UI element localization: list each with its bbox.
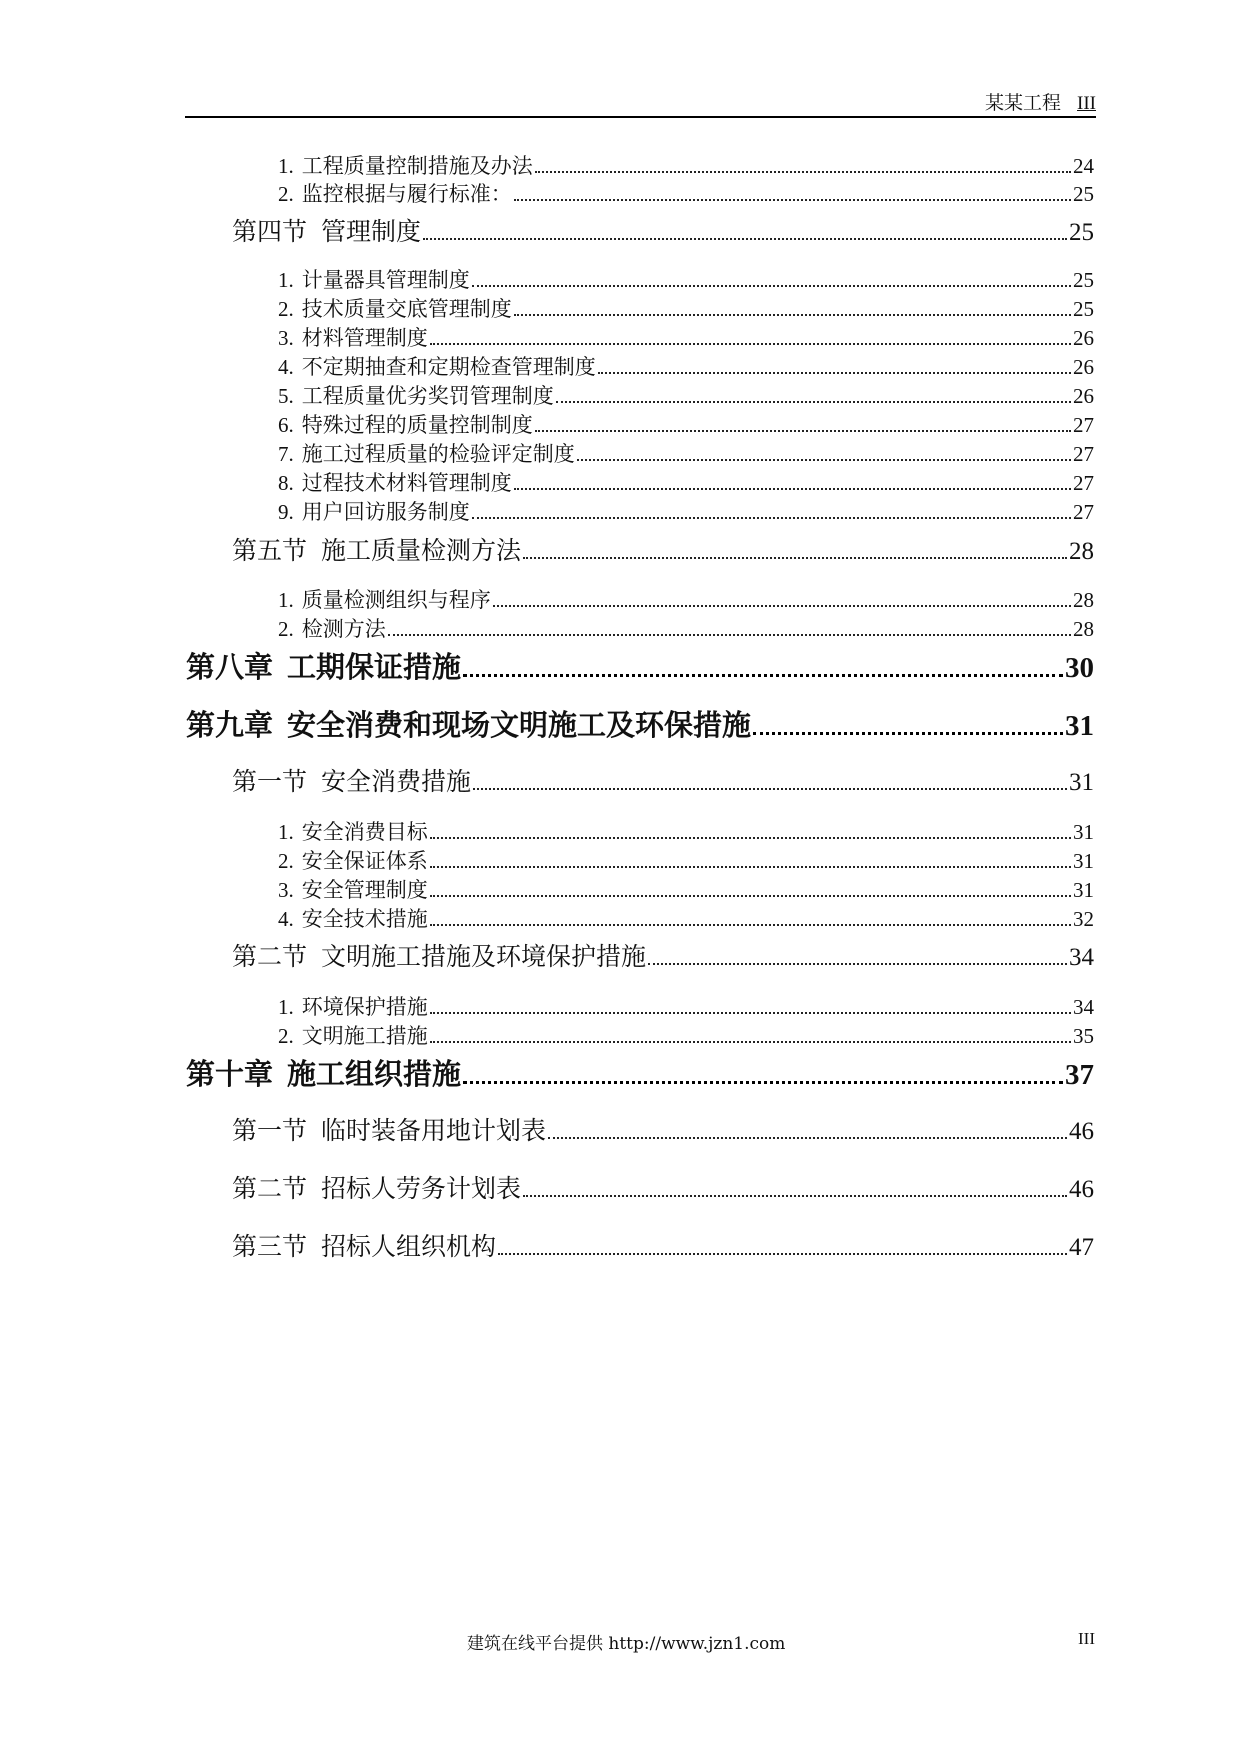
dot-leader: [430, 1012, 1071, 1014]
toc-entry-title: 施工组织措施: [287, 1057, 462, 1091]
dot-leader: [514, 199, 1071, 201]
toc-entry: [232, 762, 1094, 796]
dot-leader: [430, 1041, 1071, 1043]
dot-leader: [472, 285, 1071, 287]
toc-entry-number: 3.: [278, 326, 294, 350]
toc-entry-title: 施工质量检测方法: [321, 536, 522, 565]
toc-entry-number: 2.: [278, 297, 294, 321]
toc-entry-page: 31: [1073, 820, 1094, 844]
toc-entry-page: 47: [1069, 1234, 1094, 1261]
toc-entry-title: 不定期抽查和定期检查管理制度: [301, 355, 596, 379]
footer-page-number: III: [1078, 1629, 1095, 1648]
dot-leader: [430, 837, 1071, 839]
toc-entry-title: 特殊过程的质量控制制度: [301, 413, 533, 437]
dot-leader: [556, 401, 1071, 403]
dot-leader: [535, 430, 1071, 432]
toc-entry-number: 4.: [278, 355, 294, 379]
toc-entry-page: 28: [1073, 617, 1094, 641]
dot-leader: [430, 866, 1071, 868]
toc-entry: [278, 409, 1094, 437]
toc-entry-page: 27: [1073, 471, 1094, 495]
toc-entry: [232, 1169, 1094, 1203]
toc-entry-title: 过程技术材料管理制度: [301, 471, 512, 495]
toc-entry: [232, 1227, 1094, 1261]
toc-entry: [278, 613, 1094, 641]
dot-leader: [463, 674, 1063, 677]
toc-entry-number: 6.: [278, 413, 294, 437]
toc-entry-label: 第一节: [232, 767, 308, 796]
toc-entry-number: 1.: [278, 820, 294, 844]
toc-entry-page: 28: [1069, 538, 1094, 565]
toc-entry-page: 25: [1073, 182, 1094, 206]
footer-text: 建筑在线平台提供 http://www.jzn1.com: [467, 1634, 786, 1654]
toc-entry-title: 安全技术措施: [301, 907, 428, 931]
toc-entry: [278, 816, 1094, 844]
toc-entry-number: 1.: [278, 588, 294, 612]
toc-entry-label: 第八章: [186, 650, 274, 684]
toc-entry-number: 1.: [278, 154, 294, 178]
toc-entry-number: 9.: [278, 500, 294, 524]
toc-entry: [278, 496, 1094, 524]
toc-entry-number: 2.: [278, 1024, 294, 1048]
toc-entry: [278, 845, 1094, 873]
toc-entry-title: 环境保护措施: [301, 995, 428, 1019]
toc-entry-page: 30: [1065, 652, 1094, 684]
toc-entry: [232, 937, 1094, 971]
toc-entry-page: 24: [1073, 154, 1094, 178]
toc-entry-page: 34: [1069, 944, 1094, 971]
toc-entry-page: 35: [1073, 1024, 1094, 1048]
toc-entry-page: 28: [1073, 588, 1094, 612]
toc-entry: [278, 874, 1094, 902]
page-footer: [0, 1629, 1241, 1659]
toc-entry-title: 安全消费和现场文明施工及环保措施: [287, 708, 752, 742]
dot-leader: [577, 459, 1071, 461]
toc-entry: [232, 531, 1094, 565]
toc-entry-page: 25: [1073, 297, 1094, 321]
toc-entry: [278, 903, 1094, 931]
toc-entry: [232, 1111, 1094, 1145]
toc-entry: [186, 703, 1094, 743]
toc-entry-number: 8.: [278, 471, 294, 495]
toc-entry-label: 第三节: [232, 1232, 308, 1261]
toc-entry-page: 31: [1073, 878, 1094, 902]
toc-entry-label: 第四节: [232, 217, 308, 246]
toc-entry: [278, 150, 1094, 178]
toc-entry-title: 工期保证措施: [287, 650, 462, 684]
toc-entry-title: 工程质量控制措施及办法: [301, 154, 533, 178]
toc-entry: [278, 380, 1094, 408]
toc-entry-page: 31: [1073, 849, 1094, 873]
toc-entry-page: 26: [1073, 326, 1094, 350]
toc-entry-title: 质量检测组织与程序: [301, 588, 491, 612]
dot-leader: [523, 557, 1067, 559]
toc-entry-number: 1.: [278, 268, 294, 292]
toc-entry-label: 第十章: [186, 1057, 274, 1091]
dot-leader: [498, 1253, 1067, 1255]
dot-leader: [514, 314, 1071, 316]
toc-entry-number: 4.: [278, 907, 294, 931]
dot-leader: [430, 895, 1071, 897]
dot-leader: [472, 517, 1071, 519]
toc-entry-title: 计量器具管理制度: [301, 268, 470, 292]
toc-entry: [278, 264, 1094, 292]
dot-leader: [598, 372, 1071, 374]
dot-leader: [548, 1137, 1067, 1139]
toc-entry: [278, 438, 1094, 466]
toc-entry: [278, 467, 1094, 495]
toc-entry: [186, 645, 1094, 685]
dot-leader: [648, 963, 1067, 965]
dot-leader: [463, 1081, 1063, 1084]
toc-entry-page: 26: [1073, 384, 1094, 408]
toc-entry: [186, 1052, 1094, 1092]
toc-entry-title: 材料管理制度: [301, 326, 428, 350]
toc-entry-page: 25: [1069, 219, 1094, 246]
toc-entry-title: 管理制度: [321, 217, 422, 246]
toc-entry-title: 安全保证体系: [301, 849, 428, 873]
toc-entry-label: 第二节: [232, 1174, 308, 1203]
toc-entry: [278, 1020, 1094, 1048]
toc-entry-number: 7.: [278, 442, 294, 466]
toc-entry-title: 临时装备用地计划表: [321, 1116, 547, 1145]
dot-leader: [753, 732, 1063, 735]
toc-entry-page: 46: [1069, 1176, 1094, 1203]
toc-entry-page: 34: [1073, 995, 1094, 1019]
toc-entry: [278, 584, 1094, 612]
toc-entry-page: 26: [1073, 355, 1094, 379]
toc-entry: [278, 293, 1094, 321]
toc-entry-title: 安全消费措施: [321, 767, 472, 796]
dot-leader: [523, 1195, 1067, 1197]
toc-entry-page: 31: [1069, 769, 1094, 796]
dot-leader: [430, 343, 1071, 345]
toc-entry-page: 27: [1073, 413, 1094, 437]
toc-entry: [278, 991, 1094, 1019]
dot-leader: [473, 788, 1067, 790]
dot-leader: [514, 488, 1071, 490]
toc-entry: [278, 178, 1094, 206]
dot-leader: [493, 605, 1071, 607]
toc-entry-page: 37: [1065, 1059, 1094, 1091]
dot-leader: [423, 238, 1067, 240]
toc-entry-title: 文明施工措施: [301, 1024, 428, 1048]
dot-leader: [535, 171, 1071, 173]
toc-entry-title: 招标人劳务计划表: [321, 1174, 522, 1203]
toc-entry-number: 5.: [278, 384, 294, 408]
toc-entry-number: 3.: [278, 878, 294, 902]
toc-entry-page: 27: [1073, 442, 1094, 466]
dot-leader: [388, 634, 1071, 636]
toc-entry-page: 46: [1069, 1118, 1094, 1145]
toc-entry: [232, 212, 1094, 246]
toc-entry-title: 用户回访服务制度: [301, 500, 470, 524]
toc-entry-label: 第五节: [232, 536, 308, 565]
toc-entry-title: 安全消费目标: [301, 820, 428, 844]
toc-entry-page: 31: [1065, 710, 1094, 742]
toc-entry-title: 工程质量优劣奖罚管理制度: [301, 384, 554, 408]
toc-entry: [278, 322, 1094, 350]
toc-entry-number: 2.: [278, 617, 294, 641]
toc-entry-title: 招标人组织机构: [321, 1232, 497, 1261]
toc-entry: [278, 351, 1094, 379]
toc-entry-number: 2.: [278, 849, 294, 873]
toc-entry-label: 第一节: [232, 1116, 308, 1145]
toc-entry-title: 施工过程质量的检验评定制度: [301, 442, 575, 466]
toc-entry-page: 27: [1073, 500, 1094, 524]
toc-entry-label: 第九章: [186, 708, 274, 742]
toc-entry-number: 2.: [278, 182, 294, 206]
toc-entry-page: 25: [1073, 268, 1094, 292]
toc-entry-title: 文明施工措施及环境保护措施: [321, 942, 647, 971]
toc-entry-title: 检测方法: [301, 617, 386, 641]
header-page-number: III: [1077, 93, 1096, 114]
dot-leader: [430, 924, 1071, 926]
toc-entry-title: 监控根据与履行标准：: [301, 182, 512, 206]
header-title: 某某工程: [985, 92, 1062, 114]
toc-entry-label: 第二节: [232, 942, 308, 971]
toc-entry-title: 技术质量交底管理制度: [301, 297, 512, 321]
toc-entry-number: 1.: [278, 995, 294, 1019]
toc-entry-title: 安全管理制度: [301, 878, 428, 902]
toc-entry-page: 32: [1073, 907, 1094, 931]
